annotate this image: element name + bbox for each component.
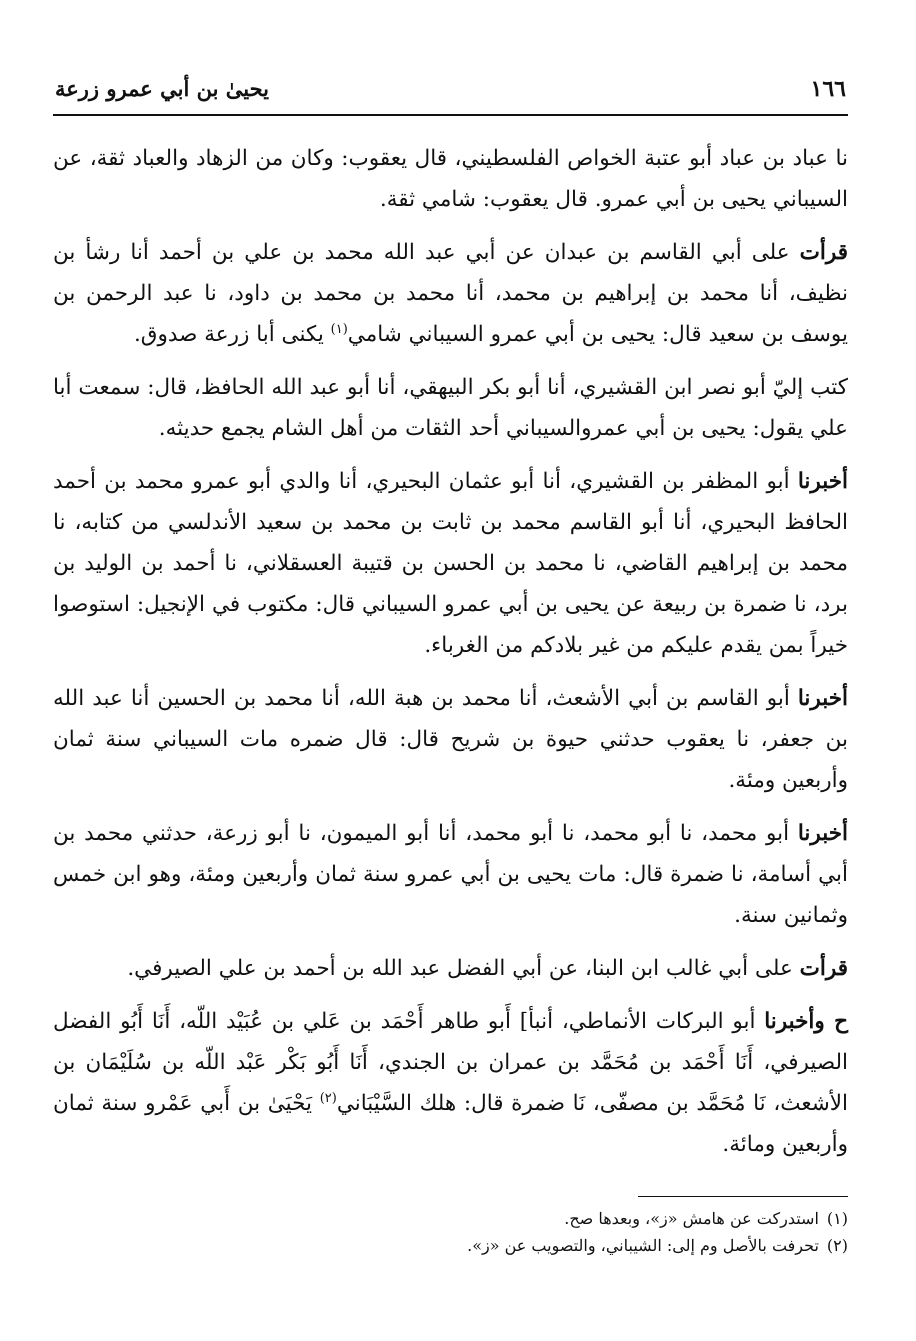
paragraph-text: أبو القاسم بن أبي الأشعث، أنا محمد بن هبة الله، أنا محمد بن الحسين أنا عبد الله بن جعفر، نا يعقوب حدثني حيوة بن شريح قال: قال ضمره مات السيباني سنة ثمان وأربعين ومئة. xyxy=(53,686,848,793)
paragraph-4 xyxy=(53,461,848,666)
paragraph-1 xyxy=(53,138,848,220)
paragraph-lead-word: ح وأخبرنا xyxy=(764,1009,848,1034)
paragraph-lead-word: قرأت xyxy=(799,956,848,981)
paragraph-3 xyxy=(53,367,848,449)
paragraph-text: أبو المظفر بن القشيري، أنا أبو عثمان البحيري، أنا والدي أبو عمرو محمد بن أحمد الحافظ البحيري، أنا أبو القاسم محمد بن ثابت بن محمد بن سعيد الأندلسي من كتابه، نا محمد بن إبراهيم القاضي، نا محمد بن الحسن بن قتيبة العسقلاني، نا أحمد بن الوليد بن برد، نا ضمرة بن ربيعة عن يحيى بن أبي عمرو السيباني قال: مكتوب في الإنجيل: استوصوا خيراً بمن يقدم عليكم من غير بلادكم من الغرباء. xyxy=(53,469,848,658)
page-header xyxy=(53,70,848,116)
footnote-text: تحرفت بالأصل وم إلى: الشيباني، والتصويب عن «ز». xyxy=(467,1236,819,1255)
paragraph-text: على أبي غالب ابن البنا، عن أبي الفضل عبد الله بن أحمد بن علي الصيرفي. xyxy=(127,956,800,981)
paragraph-6 xyxy=(53,813,848,936)
paragraph-text: نا عباد بن عباد أبو عتبة الخواص الفلسطيني، قال يعقوب: وكان من الزهاد والعباد ثقة، عن السيباني يحيى بن أبي عمرو. قال يعقوب: شامي ثقة. xyxy=(53,146,848,212)
paragraph-7 xyxy=(53,948,848,989)
paragraph-text: أبو محمد، نا أبو محمد، نا أبو محمد، أنا أبو الميمون، نا أبو زرعة، حدثني محمد بن أبي أسامة، نا ضمرة قال: مات يحيى بن أبي عمرو سنة ثمان وأربعين ومئة، وهو ابن خمس وثمانين سنة. xyxy=(53,821,848,928)
paragraph-5 xyxy=(53,678,848,801)
footnote-number: (١) xyxy=(826,1209,848,1228)
paragraph-text-tail: يكنى أبا زرعة صدوق. xyxy=(133,322,331,347)
footnote-1 xyxy=(53,1205,848,1232)
paragraph-text-tail: يَحْيَىٰ بن أَبي عَمْرو سنة ثمان وأربعين ومائة. xyxy=(53,1091,848,1157)
page-number: ١٦٦ xyxy=(810,76,846,102)
footnotes xyxy=(53,1196,848,1259)
paragraph-text: أبو البركات الأنماطي، أنبأ] أَبو طاهر أَحْمَد بن عَلي بن عُبَيْد اللّه، أَنَا أَبُو الفضل الصيرفي، أَنَا أَحْمَد بن مُحَمَّد بن عمران بن الجندي، أَنَا أَبُو بَكْر عَبْد اللّه بن سُلَيْمَان بن الأشعث، نَا مُحَمَّد بن مصفّى، نَا ضمرة قال: هلك السَّيْبَاني xyxy=(53,1009,848,1116)
footnote-2 xyxy=(53,1232,848,1259)
footnote-text: استدركت عن هامش «ز»، وبعدها صح. xyxy=(564,1209,819,1228)
footnote-marker-1: (١) xyxy=(330,321,348,337)
paragraph-lead-word: أخبرنا xyxy=(797,821,848,846)
footnote-marker-2: (٢) xyxy=(319,1090,337,1106)
paragraph-lead-word: أخبرنا xyxy=(797,686,848,711)
page xyxy=(53,70,848,1177)
body-text xyxy=(53,138,848,1165)
paragraph-lead-word: أخبرنا xyxy=(797,469,848,494)
paragraph-8 xyxy=(53,1001,848,1165)
paragraph-lead-word: قرأت xyxy=(799,240,848,265)
footnote-divider xyxy=(638,1196,848,1197)
footnote-number: (٢) xyxy=(826,1236,848,1255)
paragraph-2 xyxy=(53,232,848,355)
paragraph-text: على أبي القاسم بن عبدان عن أبي عبد الله محمد بن علي بن أحمد أنا رشأ بن نظيف، أنا محمد بن إبراهيم بن محمد، أنا محمد بن محمد بن داود، نا عبد الرحمن بن يوسف بن سعيد قال: يحيى بن أبي عمرو السيباني شامي xyxy=(53,240,848,347)
paragraph-text: كتب إليّ أبو نصر ابن القشيري، أنا أبو بكر البيهقي، أنا أبو عبد الله الحافظ، قال: سمعت أبا علي يقول: يحيى بن أبي عمروالسيباني أحد الثقات من أهل الشام يجمع حديثه. xyxy=(53,375,848,441)
running-title: يحيىٰ بن أبي عمرو زرعة xyxy=(55,76,269,101)
